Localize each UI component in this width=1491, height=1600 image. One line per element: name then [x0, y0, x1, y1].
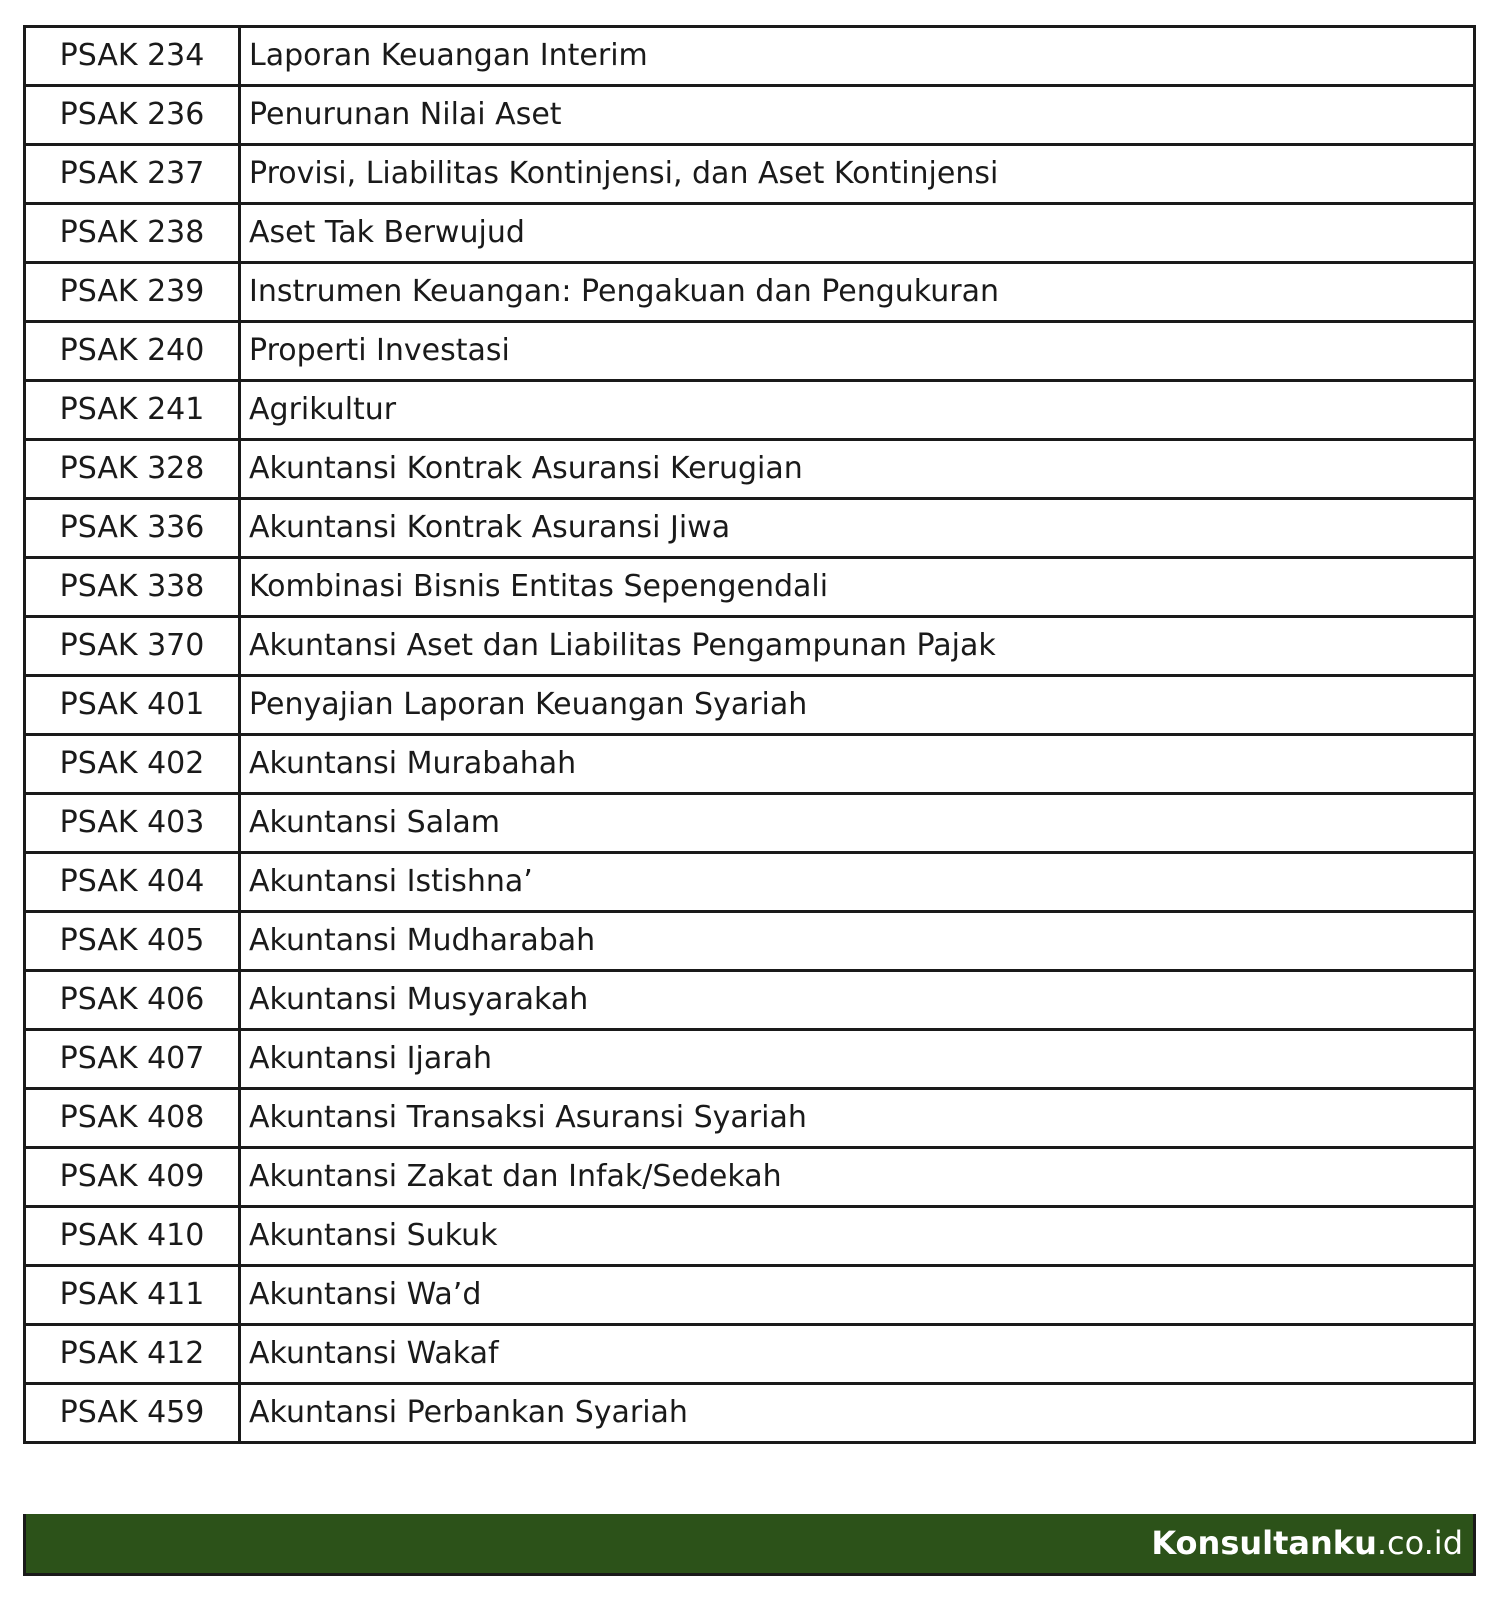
- psak-code: PSAK 338: [25, 558, 240, 617]
- psak-title: Kombinasi Bisnis Entitas Sepengendali: [240, 558, 1475, 617]
- psak-title: Akuntansi Murabahah: [240, 735, 1475, 794]
- table-row: [25, 440, 1475, 499]
- table-row: [25, 145, 1475, 204]
- table-row: [25, 617, 1475, 676]
- psak-title: Akuntansi Salam: [240, 794, 1475, 853]
- psak-title: Properti Investasi: [240, 322, 1475, 381]
- psak-code: PSAK 412: [25, 1325, 240, 1384]
- table-row: [25, 971, 1475, 1030]
- psak-code: PSAK 237: [25, 145, 240, 204]
- brand-name: Konsultanku: [1151, 1524, 1377, 1562]
- psak-code: PSAK 240: [25, 322, 240, 381]
- psak-title: Akuntansi Kontrak Asuransi Kerugian: [240, 440, 1475, 499]
- psak-title: Akuntansi Mudharabah: [240, 912, 1475, 971]
- psak-title: Akuntansi Transaksi Asuransi Syariah: [240, 1089, 1475, 1148]
- psak-title: Akuntansi Istishna’: [240, 853, 1475, 912]
- brand-tld: .co.id: [1376, 1524, 1463, 1562]
- psak-code: PSAK 410: [25, 1207, 240, 1266]
- psak-code: PSAK 408: [25, 1089, 240, 1148]
- psak-code: PSAK 406: [25, 971, 240, 1030]
- psak-title: Akuntansi Zakat dan Infak/Sedekah: [240, 1148, 1475, 1207]
- table-row: [25, 794, 1475, 853]
- psak-title: Akuntansi Musyarakah: [240, 971, 1475, 1030]
- psak-code: PSAK 411: [25, 1266, 240, 1325]
- psak-title: Penurunan Nilai Aset: [240, 86, 1475, 145]
- psak-title: Akuntansi Wakaf: [240, 1325, 1475, 1384]
- table-row: [25, 1030, 1475, 1089]
- table-row: [25, 263, 1475, 322]
- psak-code: PSAK 328: [25, 440, 240, 499]
- table-row: [25, 1207, 1475, 1266]
- psak-code: PSAK 239: [25, 263, 240, 322]
- table-row: [25, 1089, 1475, 1148]
- psak-code: PSAK 336: [25, 499, 240, 558]
- psak-title: Instrumen Keuangan: Pengakuan dan Pengukuran: [240, 263, 1475, 322]
- psak-title: Provisi, Liabilitas Kontinjensi, dan Aset Kontinjensi: [240, 145, 1475, 204]
- psak-code: PSAK 401: [25, 676, 240, 735]
- psak-title: Akuntansi Sukuk: [240, 1207, 1475, 1266]
- psak-table: [23, 25, 1476, 1444]
- psak-code: PSAK 402: [25, 735, 240, 794]
- psak-title: Aset Tak Berwujud: [240, 204, 1475, 263]
- table-row: [25, 1384, 1475, 1443]
- psak-code: PSAK 234: [25, 27, 240, 86]
- table-row: [25, 853, 1475, 912]
- psak-code: PSAK 404: [25, 853, 240, 912]
- psak-code: PSAK 370: [25, 617, 240, 676]
- psak-code: PSAK 241: [25, 381, 240, 440]
- psak-code: PSAK 403: [25, 794, 240, 853]
- table-row: [25, 912, 1475, 971]
- psak-table-body: [25, 27, 1475, 1443]
- table-row: [25, 735, 1475, 794]
- brand-watermark: [1151, 1514, 1463, 1573]
- table-row: [25, 676, 1475, 735]
- psak-title: Akuntansi Perbankan Syariah: [240, 1384, 1475, 1443]
- psak-title: Akuntansi Kontrak Asuransi Jiwa: [240, 499, 1475, 558]
- psak-code: PSAK 236: [25, 86, 240, 145]
- psak-title: Akuntansi Ijarah: [240, 1030, 1475, 1089]
- psak-title: Penyajian Laporan Keuangan Syariah: [240, 676, 1475, 735]
- table-row: [25, 27, 1475, 86]
- table-row: [25, 381, 1475, 440]
- table-row: [25, 322, 1475, 381]
- table-row: [25, 204, 1475, 263]
- psak-table-container: [23, 25, 1476, 1444]
- table-row: [25, 1325, 1475, 1384]
- psak-code: PSAK 409: [25, 1148, 240, 1207]
- footer-bar: [23, 1514, 1476, 1576]
- table-row: [25, 1266, 1475, 1325]
- psak-title: Laporan Keuangan Interim: [240, 27, 1475, 86]
- psak-title: Agrikultur: [240, 381, 1475, 440]
- psak-code: PSAK 459: [25, 1384, 240, 1443]
- psak-code: PSAK 407: [25, 1030, 240, 1089]
- table-row: [25, 558, 1475, 617]
- psak-title: Akuntansi Aset dan Liabilitas Pengampunan Pajak: [240, 617, 1475, 676]
- psak-title: Akuntansi Wa’d: [240, 1266, 1475, 1325]
- psak-code: PSAK 405: [25, 912, 240, 971]
- psak-code: PSAK 238: [25, 204, 240, 263]
- table-row: [25, 499, 1475, 558]
- table-row: [25, 86, 1475, 145]
- table-row: [25, 1148, 1475, 1207]
